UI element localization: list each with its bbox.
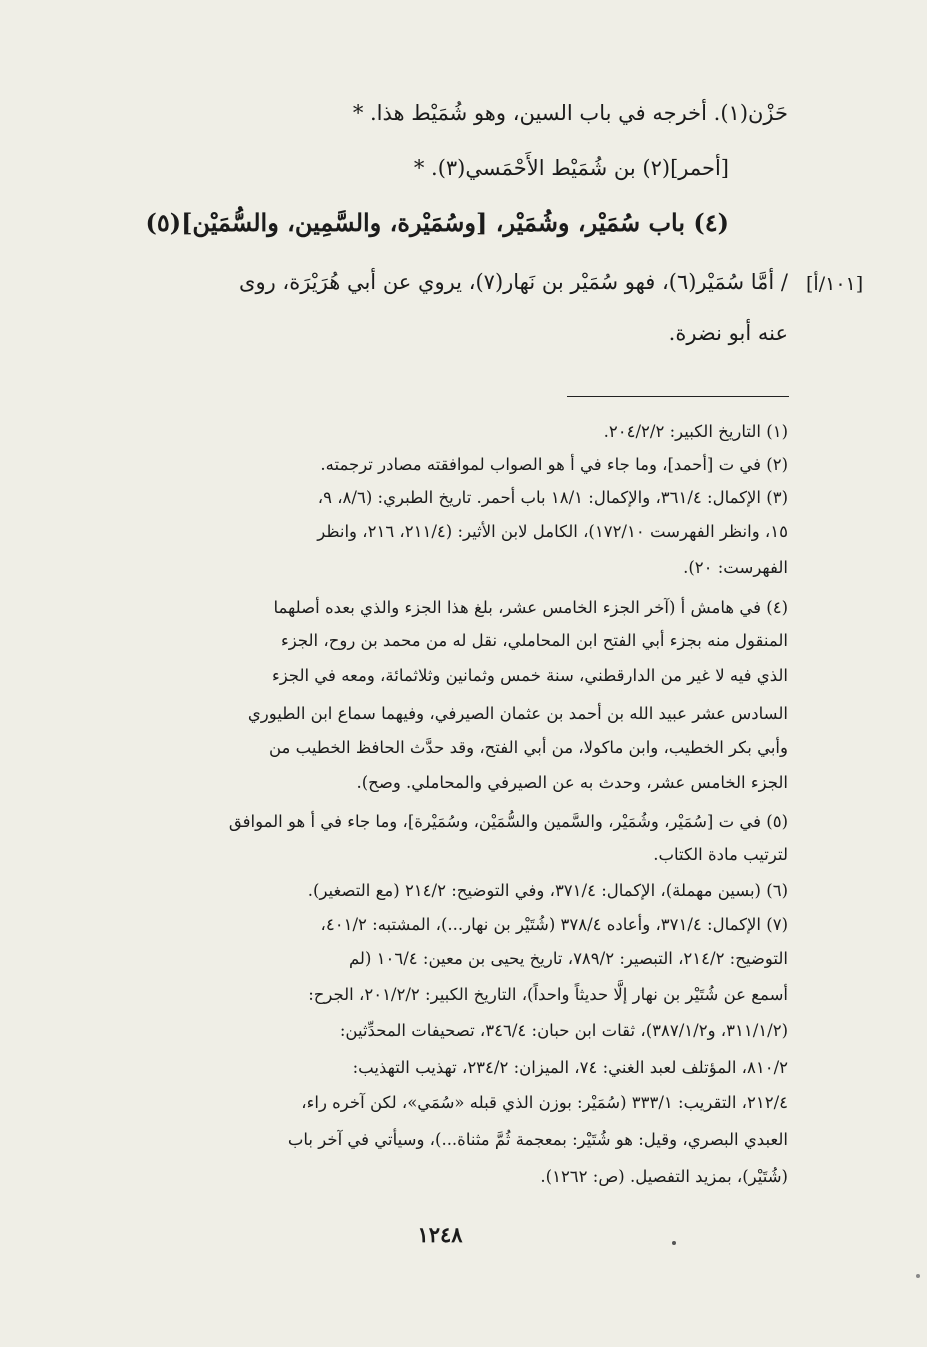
footnote-line: التوضيح: ٢١٤/٢، التبصير: ٧٨٩/٢، تاريخ يحيى بن معين: ١٠٦/٤ (لم bbox=[348, 949, 788, 968]
main-text-line-4: / أمَّا سُمَيْر(٦)، فهو سُمَيْر بن نَهار(٧)، يروي عن أبي هُرَيْرَة، روى bbox=[239, 270, 788, 294]
footnote-line: (٧) الإكمال: ٣٧١/٤، وأعاده ٣٧٨/٤ (شُتَيْر بن نهار...)، المشتبه: ٤٠١/٢، bbox=[320, 915, 788, 934]
footnote-line: (٢) في ت [أحمد]، وما جاء في أ هو الصواب لموافقته مصادر ترجمته. bbox=[320, 455, 788, 474]
footnote-line: (٤) في هامش أ (آخر الجزء الخامس عشر، بلغ هذا الجزء والذي بعده أصلهما bbox=[273, 598, 788, 617]
footnote-line: (٣١١/١/٢، و٣٨٧/١/٢)، ثقات ابن حبان: ٣٤٦/٤، تصحيفات المحدِّثين: bbox=[339, 1021, 788, 1040]
footnote-line: السادس عشر عبيد الله بن أحمد بن عثمان الصيرفي، وفيهما سماع ابن الطيوري bbox=[247, 704, 788, 723]
footnote-separator bbox=[567, 396, 789, 397]
footnote-line: وأبي بكر الخطيب، وابن ماكولا، من أبي الفتح، وقد حدَّث الحافظ الخطيب من bbox=[268, 738, 788, 757]
footnote-line: الفهرست: ٢٠). bbox=[683, 558, 788, 577]
footnote-line: الجزء الخامس عشر، وحدث به عن الصيرفي والمحاملي. وصح). bbox=[356, 773, 788, 792]
footnote-line: ٨١٠/٢، المؤتلف لعبد الغني: ٧٤، الميزان: ٢٣٤/٢، تهذيب التهذيب: bbox=[352, 1058, 788, 1077]
main-text-line-1: حَزْن(١). أخرجه في باب السين، وهو شُمَيْط هذا. * bbox=[352, 101, 788, 125]
main-text-line-5: عنه أبو نضرة. bbox=[668, 321, 788, 345]
scan-speck bbox=[672, 1241, 676, 1245]
footnote-line: ١٥، وانظر الفهرست ١٧٢/١٠)، الكامل لابن الأثير: (٢١١/٤، ٢١٦، وانظر bbox=[317, 522, 788, 541]
page-number: ١٢٤٨ bbox=[417, 1222, 463, 1247]
footnote-line: لترتيب مادة الكتاب. bbox=[653, 845, 788, 864]
footnote-line: (٣) الإكمال: ٣٦١/٤، والإكمال: ١٨/١ باب أحمر. تاريخ الطبري: (٨/٦، ٩، bbox=[317, 488, 788, 507]
margin-folio-note: [١٠١/أ] bbox=[806, 273, 864, 295]
footnote-line: ٢١٢/٤، التقريب: ٣٣٣/١ (سُمَيْر: بوزن الذي قبله «سُمَي»، لكن آخره راء، bbox=[301, 1093, 788, 1112]
main-text-line-2: [أحمر](٢) بن شُمَيْط الأَحْمَسي(٣). * bbox=[413, 156, 729, 180]
footnote-line: العبدي البصري، وقيل: هو شُتَيْر: بمعجمة ثُمَّ مثناة...)، وسيأتي في آخر باب bbox=[287, 1130, 788, 1149]
footnote-line: (١) التاريخ الكبير: ٢٠٤/٢/٢. bbox=[603, 422, 788, 441]
footnote-line: المنقول منه بجزء أبي الفتح ابن المحاملي، نقل له من محمد بن روح، الجزء bbox=[281, 631, 788, 650]
section-heading: (٤) باب سُمَيْر، وشُمَيْر، [وسُمَيْرة، والسَّمِين، والسُّمَيْن](٥) bbox=[145, 208, 729, 237]
scan-speck bbox=[916, 1274, 920, 1278]
footnote-line: (شُتَيْر)، بمزيد التفصيل. (ص: ١٢٦٢). bbox=[540, 1167, 788, 1186]
footnote-line: (٦) (بسين مهملة)، الإكمال: ٣٧١/٤، وفي التوضيح: ٢١٤/٢ (مع التصغير). bbox=[307, 881, 788, 900]
footnote-line: أسمع عن شُتَيْر بن نهار إلَّا حديثاً واحداً)، التاريخ الكبير: ٢٠١/٢/٢، الجرح: bbox=[308, 985, 788, 1004]
footnote-line: (٥) في ت [سُمَيْر، وشُمَيْر، والسَّمين والسُّمَيْن، وسُمَيْرة]، وما جاء في أ هو الموافق bbox=[228, 812, 788, 831]
footnote-line: الذي فيه لا غير من الدارقطني، سنة خمس وثمانين وثلاثمائة، ومعه في الجزء bbox=[271, 666, 788, 685]
